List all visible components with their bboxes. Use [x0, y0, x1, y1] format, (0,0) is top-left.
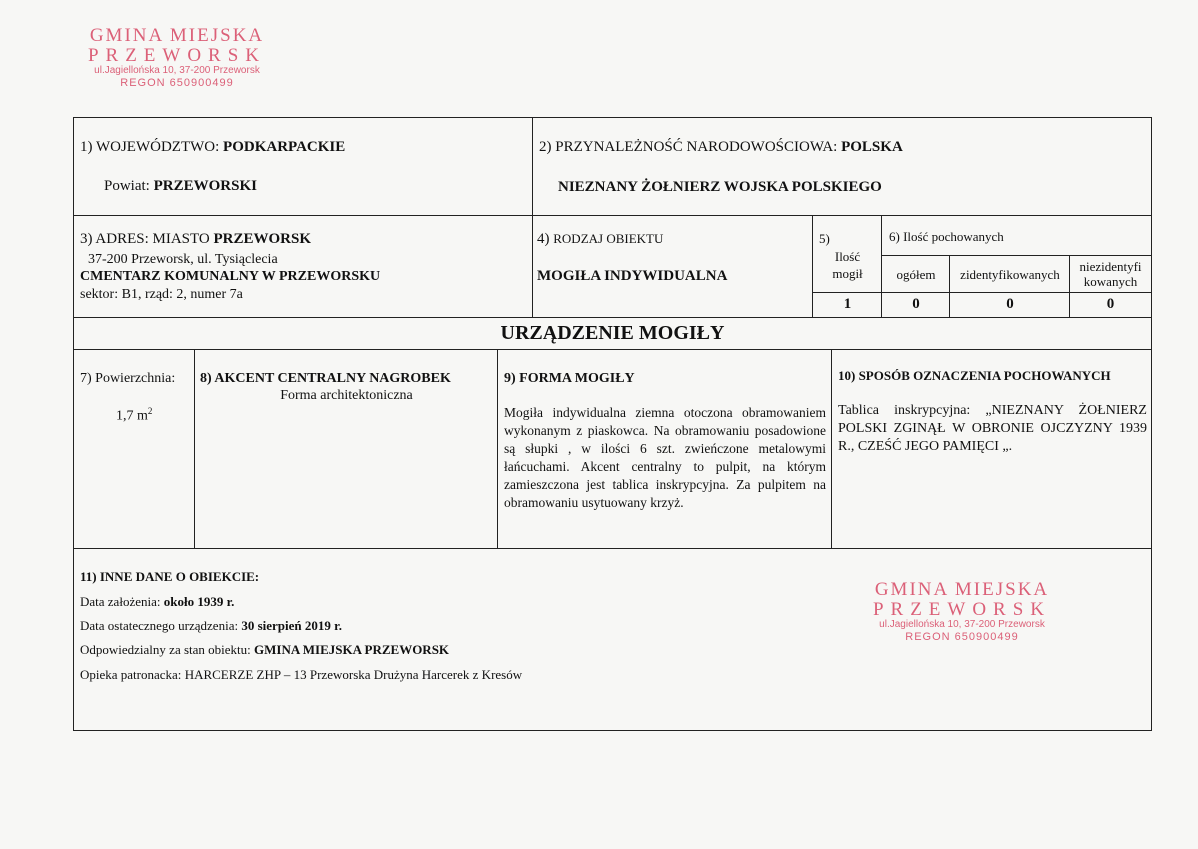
buried-unidentified-value: 0 [1106, 296, 1115, 312]
address-label: 3) ADRES: MIASTO [80, 231, 210, 247]
grave-count-label2: mogił [832, 266, 863, 281]
section-grave-form [498, 350, 832, 549]
patronage-value: HARCERZE ZHP – 13 Przeworska Drużyna Harcerek z Kresów [184, 667, 523, 682]
address-city: PRZEWORSK [213, 231, 312, 247]
marking-label: 10) SPOSÓB OZNACZENIA POCHOWANYCH [838, 368, 1111, 383]
buried-unidentified-header [1070, 256, 1151, 293]
address-street: 37-200 Przeworsk, ul. Tysiąclecia [88, 252, 278, 267]
other-data-label: 11) INNE DANE O OBIEKCIE: [80, 569, 260, 584]
buried-unidentified-label2: kowanych [1083, 274, 1138, 289]
section-buried [882, 216, 1151, 256]
section-grave-count [813, 216, 882, 293]
buried-unidentified-label1: niezidentyfi [1079, 259, 1142, 274]
buried-total-value: 0 [912, 296, 920, 312]
nationality-subtitle: NIEZNANY ŻOŁNIERZ WOJSKA POLSKIEGO [558, 179, 882, 195]
last-arranged-label: Data ostatecznego urządzenia: [80, 618, 239, 633]
object-type-number: 4) [537, 231, 550, 247]
page-heading: URZĄDZENIE MOGIŁY [500, 322, 725, 344]
voivodeship-value: PODKARPACKIE [223, 139, 346, 155]
marking-text: Tablica inskrypcyjna: „NIEZNANY ŻOŁNIERZ POLSKI ZGINĄŁ W OBRONIE OJCZYZNY 1939 R., CZEŚĆ JEGO PAMIĘCI „. [838, 403, 1147, 454]
buried-identified-value: 0 [1006, 296, 1014, 312]
stamp-line4: REGON 650900499 [120, 77, 234, 90]
buried-identified-cell [950, 293, 1070, 318]
patronage-label: Opieka patronacka: [80, 667, 182, 682]
stamp-bottom [867, 580, 1057, 644]
object-type-label: RODZAJ OBIEKTU [553, 231, 664, 246]
central-accent-value: Forma architektoniczna [280, 388, 413, 403]
stamp-bottom-line1: GMINA MIEJSKA [874, 579, 1050, 600]
nationality-value: POLSKA [841, 139, 903, 155]
grave-count-value: 1 [843, 296, 852, 312]
buried-identified-header [950, 256, 1070, 293]
responsible-label: Odpowiedzialny za stan obiektu: [80, 642, 251, 657]
buried-identified-label: zidentyfikowanych [960, 267, 1060, 282]
section-central-accent [195, 350, 498, 549]
heading-row [74, 318, 1151, 350]
grave-form-label: 9) FORMA MOGIŁY [504, 371, 635, 386]
grave-count-value-cell [813, 293, 882, 318]
grave-form-text: Mogiła indywidualna ziemna otoczona obramowaniem wykonanym z piaskowca. Na obramowaniu posadowione są słupki , w ilości 6 szt. zwieńczone metalowymi łańcuchami. Akcent centralny to pulpit, na którym zamieszczona jest tablica inskrypcyjna. Za pulpitem na obramowaniu usytuowany krzyż. [504, 405, 826, 510]
section-address [74, 216, 533, 318]
powiat-label: Powiat: [104, 178, 150, 194]
address-location: sektor: B1, rząd: 2, numer 7a [80, 287, 243, 302]
area-unit-sup: 2 [147, 406, 153, 416]
object-type-value: MOGIŁA INDYWIDUALNA [537, 268, 728, 284]
stamp-bottom-line4: REGON 650900499 [905, 631, 1019, 644]
buried-unidentified-cell [1070, 293, 1151, 318]
central-accent-label: 8) AKCENT CENTRALNY NAGROBEK [200, 371, 451, 386]
voivodeship-label: 1) WOJEWÓDZTWO: [80, 139, 220, 155]
powiat-value: PRZEWORSKI [153, 178, 257, 194]
stamp-line1: GMINA MIEJSKA [89, 25, 265, 46]
buried-total-label: ogółem [896, 267, 936, 282]
buried-total-header [882, 256, 950, 293]
section-nationality [533, 118, 1151, 216]
stamp-bottom-line3: ul.Jagiellońska 10, 37-200 Przeworsk [879, 618, 1045, 630]
buried-total-cell [882, 293, 950, 318]
founded-label: Data założenia: [80, 594, 161, 609]
grave-count-label1: Ilość [834, 249, 861, 264]
buried-label: 6) Ilość pochowanych [889, 229, 1004, 244]
responsible-value: GMINA MIEJSKA PRZEWORSK [254, 642, 450, 657]
address-cemetery: CMENTARZ KOMUNALNY W PRZEWORSKU [80, 269, 381, 284]
founded-value: około 1939 r. [163, 594, 235, 609]
last-arranged-value: 30 sierpień 2019 r. [241, 618, 342, 633]
section-voivodeship [74, 118, 533, 216]
grave-count-number: 5) [819, 231, 830, 246]
area-label: 7) Powierzchnia: [80, 371, 176, 386]
section-object-type [533, 216, 813, 318]
stamp-bottom-line2: PRZEWORSK [872, 598, 1052, 620]
section-area [74, 350, 195, 549]
stamp-line2: PRZEWORSK [87, 44, 267, 66]
section-marking [832, 350, 1151, 549]
area-value: 1,7 m [116, 408, 148, 424]
stamp-line3: ul.Jagiellońska 10, 37-200 Przeworsk [94, 64, 260, 76]
nationality-label: 2) PRZYNALEŻNOŚĆ NARODOWOŚCIOWA: [539, 139, 838, 155]
stamp-top [82, 26, 272, 90]
